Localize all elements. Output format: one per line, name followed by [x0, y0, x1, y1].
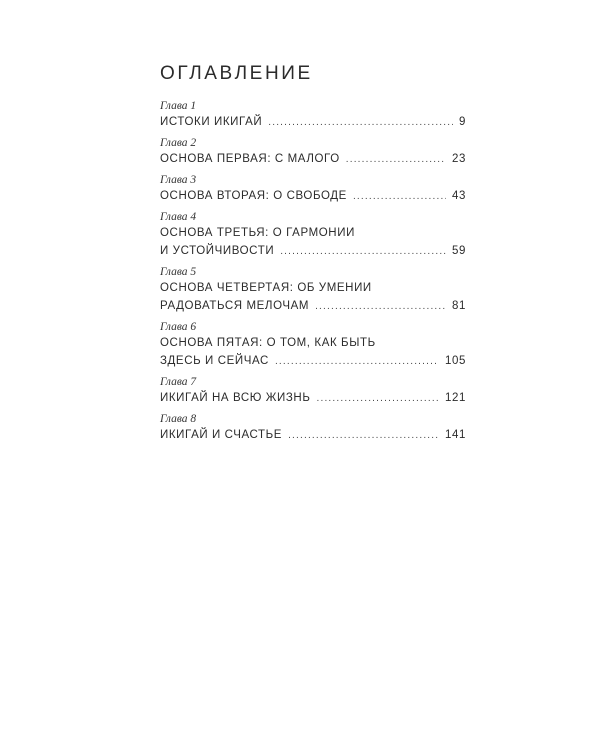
chapter-title: ИКИГАЙ И СЧАСТЬЕ: [160, 429, 283, 441]
dot-leader: [288, 427, 439, 445]
page-title: ОГЛАВЛЕНИЕ: [160, 63, 313, 84]
chapter-label: Глава 5: [160, 266, 197, 278]
chapter-title-line: [160, 352, 466, 371]
dot-leader: [280, 243, 446, 261]
chapter-label: Глава 8: [160, 413, 197, 425]
toc-entry[interactable]: [160, 174, 466, 206]
chapter-title: ИСТОКИ ИКИГАЙ: [160, 116, 263, 128]
chapter-title: ОСНОВА ПЕРВАЯ: С МАЛОГО: [160, 153, 340, 165]
chapter-title: И УСТОЙЧИВОСТИ: [160, 245, 275, 257]
chapter-title: ОСНОВА ВТОРАЯ: О СВОБОДЕ: [160, 190, 347, 202]
page-number: 23: [452, 153, 466, 165]
chapter-title: РАДОВАТЬСЯ МЕЛОЧАМ: [160, 300, 310, 312]
chapter-title-first-line: ОСНОВА ТРЕТЬЯ: О ГАРМОНИИ: [160, 227, 355, 239]
toc-entry[interactable]: [160, 137, 466, 169]
toc-entry[interactable]: [160, 321, 466, 371]
chapter-title-line: [160, 113, 466, 132]
chapter-title-line: [160, 242, 466, 261]
chapter-title-line: [160, 389, 466, 408]
toc-entry[interactable]: [160, 413, 466, 445]
chapter-title: ЗДЕСЬ И СЕЙЧАС: [160, 355, 269, 367]
chapter-title-line: [160, 426, 466, 445]
toc-list: [160, 100, 466, 450]
chapter-title-first-line: ОСНОВА ПЯТАЯ: О ТОМ, КАК БЫТЬ: [160, 337, 376, 349]
dot-leader: [316, 390, 439, 408]
chapter-label: Глава 7: [160, 376, 197, 388]
chapter-title: ИКИГАЙ НА ВСЮ ЖИЗНЬ: [160, 392, 311, 404]
toc-entry[interactable]: [160, 376, 466, 408]
toc-entry[interactable]: [160, 100, 466, 132]
dot-leader: [315, 298, 446, 316]
dot-leader: [346, 151, 446, 169]
toc-entry[interactable]: [160, 211, 466, 261]
page-number: 105: [445, 355, 466, 367]
dot-leader: [275, 353, 439, 371]
chapter-label: Глава 1: [160, 100, 197, 112]
toc-entry[interactable]: [160, 266, 466, 316]
chapter-title-line: [160, 187, 466, 206]
page-number: 59: [452, 245, 466, 257]
page-number: 121: [445, 392, 466, 404]
dot-leader: [353, 188, 446, 206]
chapter-label: Глава 4: [160, 211, 197, 223]
page-number: 9: [459, 116, 466, 128]
chapter-label: Глава 3: [160, 174, 197, 186]
chapter-label: Глава 2: [160, 137, 197, 149]
page-number: 81: [452, 300, 466, 312]
chapter-title-line: [160, 150, 466, 169]
page-number: 43: [452, 190, 466, 202]
chapter-label: Глава 6: [160, 321, 197, 333]
chapter-title-first-line: ОСНОВА ЧЕТВЕРТАЯ: ОБ УМЕНИИ: [160, 282, 372, 294]
chapter-title-line: [160, 297, 466, 316]
dot-leader: [268, 114, 453, 132]
page-number: 141: [445, 429, 466, 441]
